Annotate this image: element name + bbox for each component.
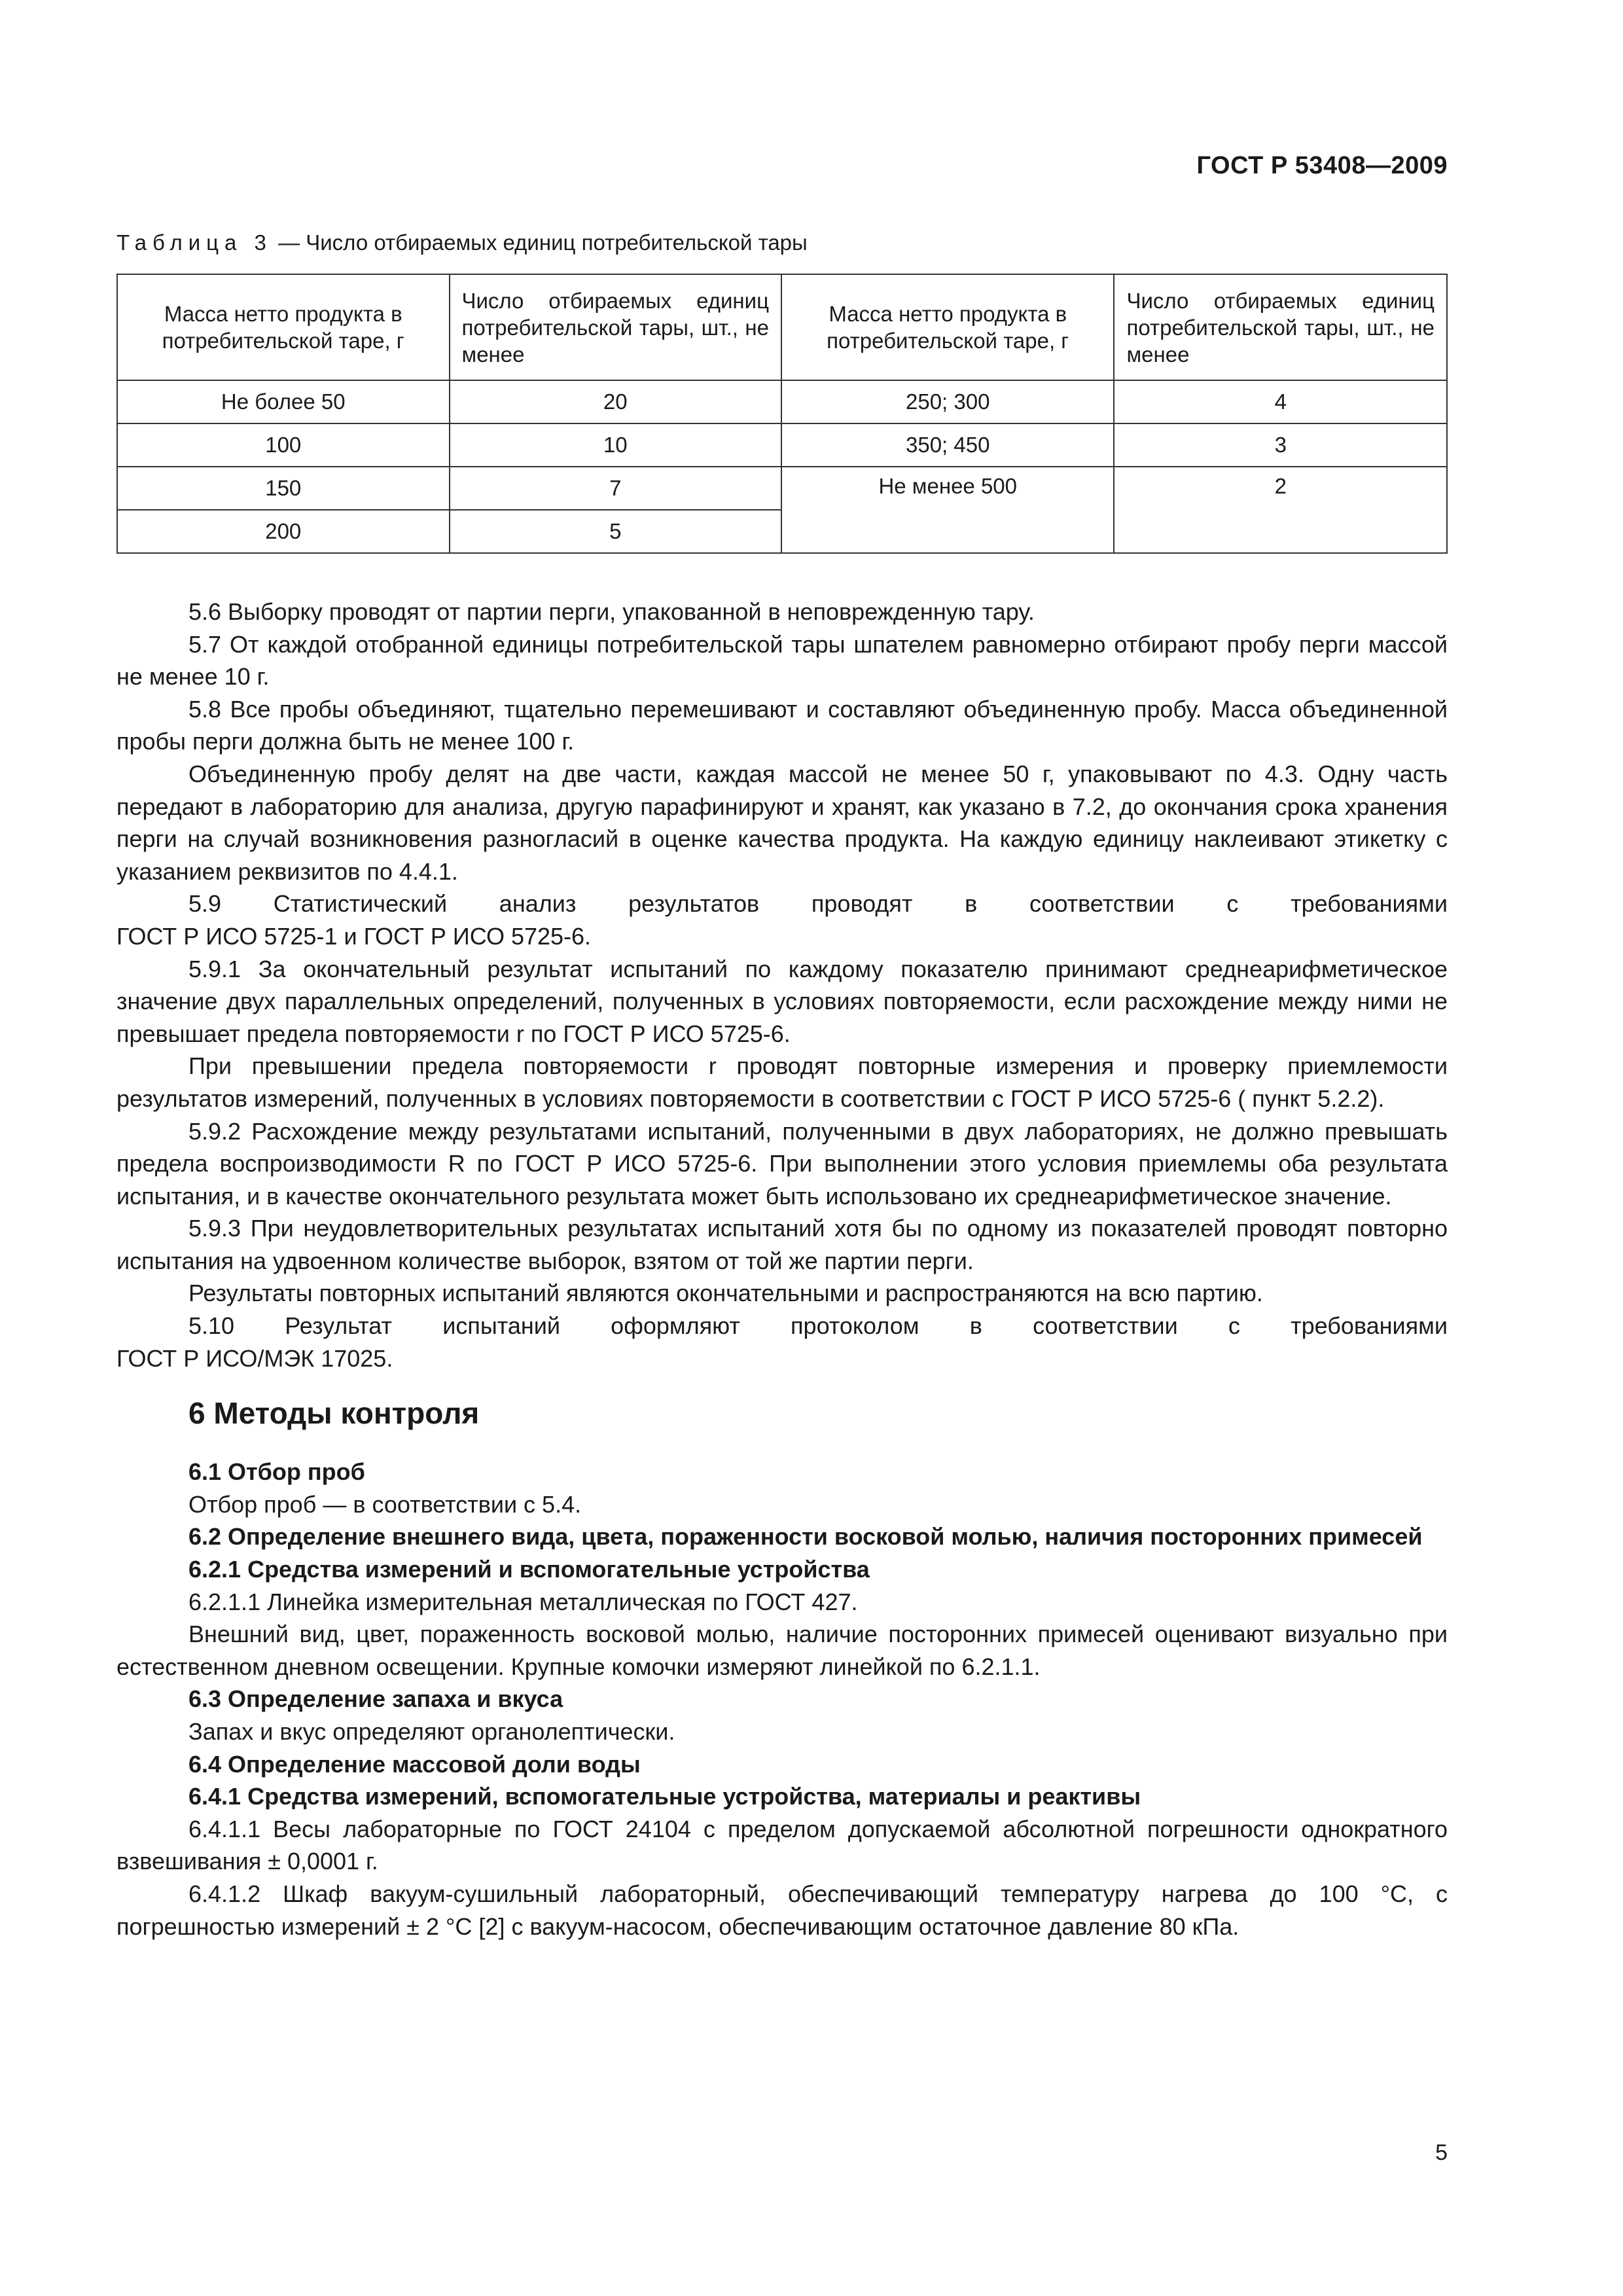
paragraph-6-3: Запах и вкус определяют органолептически.	[188, 1718, 675, 1745]
table-cell: Не менее 500	[781, 467, 1114, 553]
paragraph-5-8: 5.8 Все пробы объединяют, тщательно перемешивают и составляют объединенную пробу. Масса объединенной пробы перги должна быть не менее 100 г.	[116, 695, 1448, 755]
paragraph-5-8-continued: Объединенную пробу делят на две части, каждая массой не менее 50 г, упаковывают по 4.3. Одну часть передают в лабораторию для анализа, другую парафинируют и хранят, как указано в 7.2, до окончания срока хранения перги на случай возникновения разногласий в оценке качества продукта. На каждую единицу наклеивают этикетку с указанием реквизитов по 4.4.1.	[116, 760, 1448, 885]
paragraph-6-1: Отбор проб — в соответствии с 5.4.	[188, 1490, 582, 1518]
table-cell: 100	[117, 423, 450, 467]
paragraph-5-9: 5.9 Статистический анализ результатов проводят в соответствии с требованиями	[188, 890, 1448, 918]
paragraph-5-9-3-continued: Результаты повторных испытаний являются окончательными и распространяются на всю партию.	[188, 1280, 1263, 1307]
sampling-table	[116, 274, 1448, 554]
table-cell: 150	[117, 467, 450, 510]
paragraph-5-9-1-continued: При превышении предела повторяемости r проводят повторные измерения и проверку приемлемости результатов измерений, полученных в условиях повторяемости в соответствии с ГОСТ Р ИСО 5725-6 ( пункт 5.2.2).	[116, 1052, 1448, 1112]
paragraph-5-9-2: 5.9.2 Расхождение между результатами испытаний, полученными в двух лабораториях, не должно превышать предела воспроизводимости R по ГОСТ Р ИСО 5725-6. При выполнении этого условия приемлемы оба результата испытания, и в качестве окончательного результата может быть использовано их среднеарифметическое значение.	[116, 1117, 1448, 1210]
col-header-count-right: Число отбираемых единиц потребительской тары, шт., не менее	[1114, 274, 1447, 380]
paragraph-6-2-text: Внешний вид, цвет, пораженность восковой молью, наличие посторонних примесей оценивают визуально при естественном дневном освещении. Крупные комочки измеряют линейкой по 6.2.1.1.	[116, 1621, 1448, 1680]
heading-6-4: 6.4 Определение массовой доли воды	[188, 1750, 641, 1778]
paragraph-5-10-standard: ГОСТ Р ИСО/МЭК 17025.	[116, 1344, 393, 1372]
table-cell: 10	[450, 423, 782, 467]
table-cell: 3	[1114, 423, 1447, 467]
table-caption-title: — Число отбираемых единиц потребительской тары	[272, 230, 808, 255]
table-row	[117, 380, 1447, 423]
heading-6-1: 6.1 Отбор проб	[188, 1458, 365, 1486]
paragraph-5-6: 5.6 Выборку проводят от партии перги, упакованной в неповрежденную тару.	[188, 598, 1035, 625]
table-cell: 2	[1114, 467, 1447, 553]
document-code: ГОСТ Р 53408—2009	[1196, 152, 1448, 179]
col-header-count-left: Число отбираемых единиц потребительской тары, шт., не менее	[450, 274, 782, 380]
col-header-mass-left: Масса нетто продукта в потребительской таре, г	[117, 274, 450, 380]
heading-6-2: 6.2 Определение внешнего вида, цвета, пораженности восковой молью, наличия посторонних примесей	[188, 1523, 1423, 1551]
table-cell: 200	[117, 510, 450, 553]
paragraph-6-2-1-1: 6.2.1.1 Линейка измерительная металлическая по ГОСТ 427.	[188, 1588, 858, 1615]
table-header-row	[117, 274, 1447, 380]
table-cell: 5	[450, 510, 782, 553]
paragraph-5-9-3: 5.9.3 При неудовлетворительных результатах испытаний хотя бы по одному из показателей проводят повторно испытания на удвоенном количестве выборок, взятом от той же партии перги.	[116, 1215, 1448, 1274]
paragraph-5-9-standards: ГОСТ Р ИСО 5725-1 и ГОСТ Р ИСО 5725-6.	[116, 922, 592, 950]
table-cell: 350; 450	[781, 423, 1114, 467]
table-cell: 4	[1114, 380, 1447, 423]
table-cell: 7	[450, 467, 782, 510]
heading-6-3: 6.3 Определение запаха и вкуса	[188, 1685, 563, 1713]
heading-6-4-1: 6.4.1 Средства измерений, вспомогательные устройства, материалы и реактивы	[188, 1783, 1141, 1810]
paragraph-6-4-1-1: 6.4.1.1 Весы лабораторные по ГОСТ 24104 с пределом допускаемой абсолютной погрешности однократного взвешивания ± 0,0001 г.	[116, 1815, 1448, 1875]
paragraph-5-10: 5.10 Результат испытаний оформляют протоколом в соответствии с требованиями	[188, 1312, 1448, 1340]
table-row	[117, 423, 1447, 467]
col-header-mass-right: Масса нетто продукта в потребительской таре, г	[781, 274, 1114, 380]
section-6-title: 6 Методы контроля	[188, 1396, 480, 1431]
table-cell: 250; 300	[781, 380, 1114, 423]
table-cell: Не более 50	[117, 380, 450, 423]
heading-6-2-1: 6.2.1 Средства измерений и вспомогательные устройства	[188, 1556, 870, 1583]
table-caption-label: Таблица 3	[116, 230, 272, 255]
paragraph-5-9-1: 5.9.1 За окончательный результат испытаний по каждому показателю принимают среднеарифметическое значение двух параллельных определений, полученных в условиях повторяемости, если расхождение между ними не превышает предела повторяемости r по ГОСТ Р ИСО 5725-6.	[116, 955, 1448, 1047]
document-body	[116, 596, 1448, 1943]
page-number: 5	[1435, 2140, 1448, 2165]
table-row	[117, 467, 1447, 510]
table-caption	[116, 230, 808, 255]
paragraph-5-7: 5.7 От каждой отобранной единицы потребительской тары шпателем равномерно отбирают пробу перги массой не менее 10 г.	[116, 630, 1448, 691]
paragraph-6-4-1-2: 6.4.1.2 Шкаф вакуум-сушильный лабораторный, обеспечивающий температуру нагрева до 100 °С, с погрешностью измерений ± 2 °С [2] с вакуум-насосом, обеспечивающим остаточное давление 80 кПа.	[116, 1880, 1448, 1940]
table-cell: 20	[450, 380, 782, 423]
